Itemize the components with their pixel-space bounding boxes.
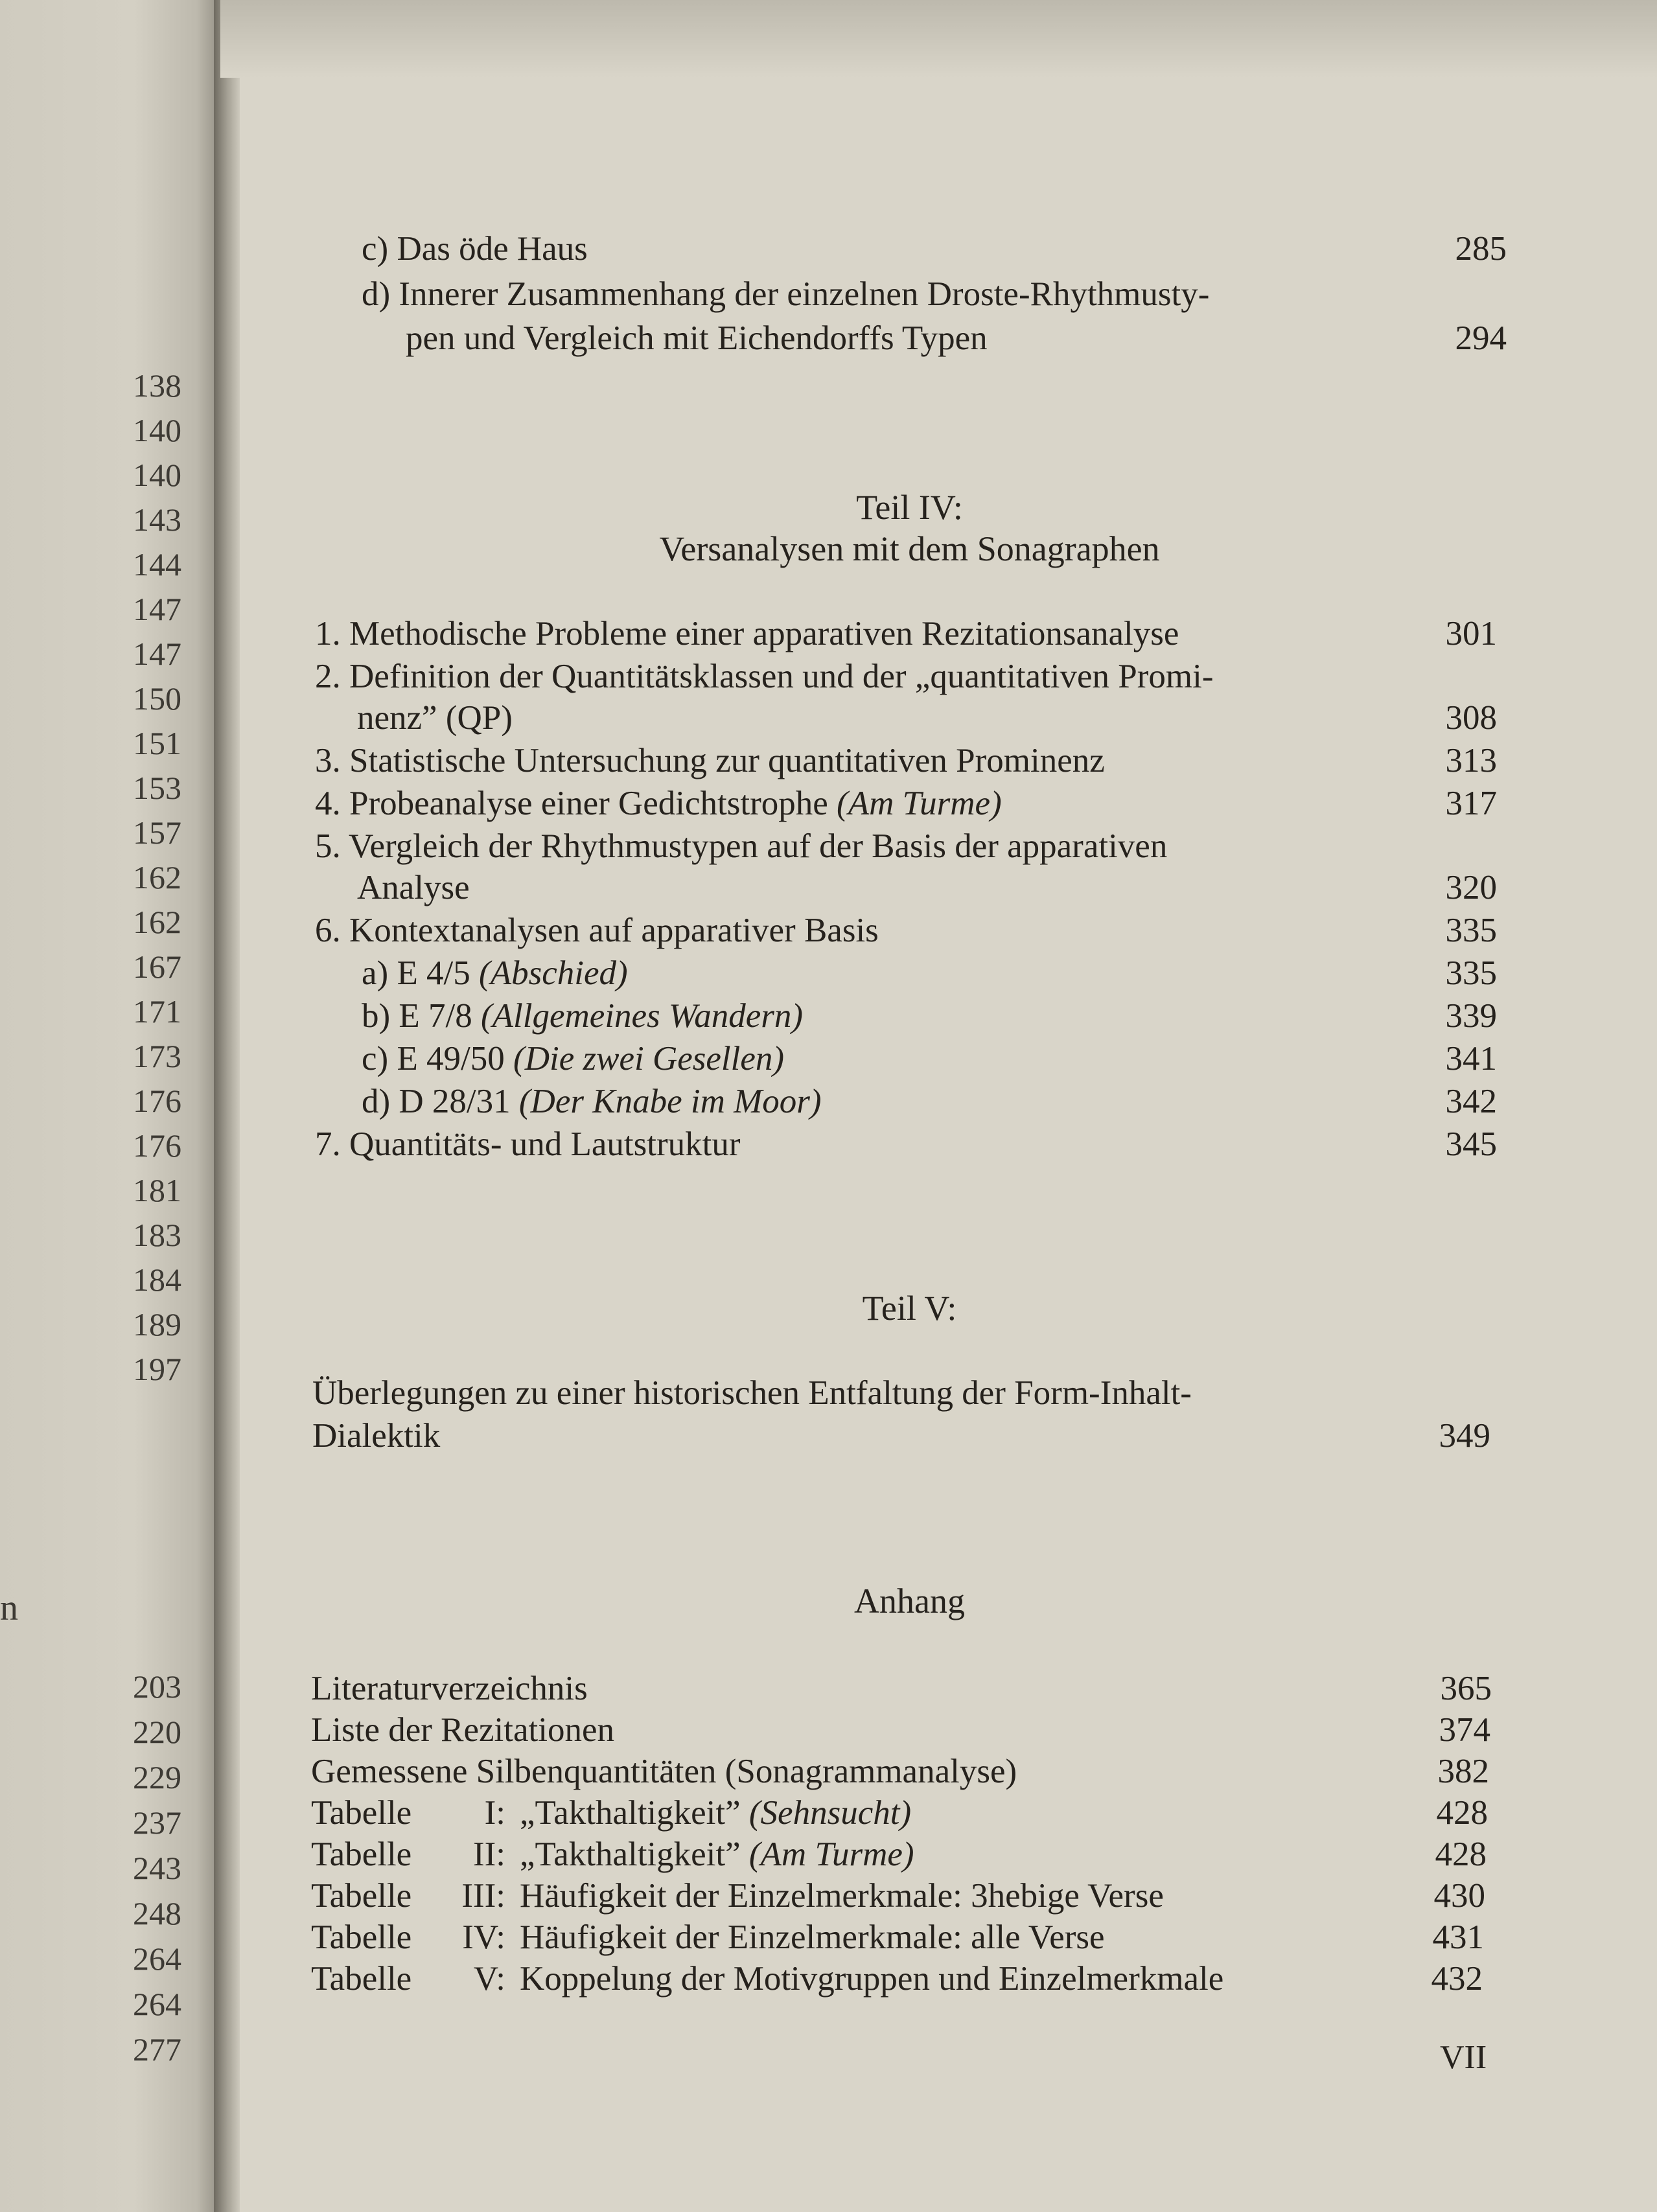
facing-page-number: 151 xyxy=(133,725,181,761)
facing-page-number: 197 xyxy=(133,1351,181,1387)
table-roman-numeral: II: xyxy=(472,1836,505,1873)
facing-page-stray-letter: n xyxy=(0,1588,18,1628)
facing-page-number: 162 xyxy=(133,904,181,940)
entry-italic-title: (Abschied) xyxy=(479,954,628,992)
entry-italic-title: (Allgemeines Wandern) xyxy=(481,997,804,1035)
entry-page: 308 xyxy=(1445,699,1497,737)
entry-label: c) xyxy=(362,230,389,268)
page-folio: VII xyxy=(1440,2039,1487,2076)
entry-italic-title: (Am Turme) xyxy=(837,785,1002,822)
entry-text: Häufigkeit der Einzelmerkmale: alle Verse xyxy=(520,1918,1105,1956)
section-subheading-teil-iv: Versanalysen mit dem Sonagraphen xyxy=(659,529,1160,568)
entry-text: Literaturverzeichnis xyxy=(311,1670,588,1707)
entry-page: 428 xyxy=(1435,1836,1487,1873)
facing-page-number: 248 xyxy=(133,1895,181,1931)
entry-page: 382 xyxy=(1437,1753,1489,1790)
facing-page-number: 176 xyxy=(133,1127,181,1164)
entry-italic-title: (Die zwei Gesellen) xyxy=(513,1040,785,1077)
entry-page: 320 xyxy=(1445,869,1497,906)
entry-text: Das öde Haus xyxy=(397,230,588,268)
entry-italic-title: (Sehnsucht) xyxy=(748,1794,912,1832)
entry-page: 313 xyxy=(1445,742,1497,779)
entry-page: 301 xyxy=(1445,615,1497,652)
entry-text: Überlegungen zu einer historischen Entfaltung der Form-Inhalt- xyxy=(312,1374,1192,1412)
facing-page-number: 181 xyxy=(133,1172,181,1208)
toc-page xyxy=(240,0,1657,2212)
entry-text: Methodische Probleme einer apparativen Rezitationsanalyse xyxy=(349,615,1179,652)
entry-page: 349 xyxy=(1439,1417,1490,1455)
entry-text: Definition der Quantitätsklassen und der „quantitativen Promi- xyxy=(349,658,1214,695)
facing-page-number: 183 xyxy=(133,1217,181,1253)
entry-label: d) xyxy=(362,1083,391,1120)
facing-page-number: 173 xyxy=(133,1038,181,1074)
table-roman-numeral: V: xyxy=(473,1960,505,1998)
entry-label: 5. xyxy=(315,827,341,865)
facing-page-number: 144 xyxy=(133,546,181,582)
entry-text: Häufigkeit der Einzelmerkmale: 3hebige Verse xyxy=(520,1877,1164,1915)
entry-text: Quantitäts- und Lautstruktur xyxy=(349,1125,741,1163)
entry-label: 6. xyxy=(315,912,341,949)
entry-label: c) xyxy=(362,1040,389,1077)
facing-page-number: 147 xyxy=(133,591,181,627)
facing-page-number: 171 xyxy=(133,993,181,1030)
entry-text: Innerer Zusammenhang der einzelnen Droste-Rhythmusty- xyxy=(399,275,1210,313)
entry-text: Kontextanalysen auf apparativer Basis xyxy=(349,912,879,949)
facing-page-number: 264 xyxy=(133,1986,181,2022)
table-word: Tabelle xyxy=(311,1794,412,1832)
entry-text: Dialektik xyxy=(312,1417,441,1455)
facing-page-number: 203 xyxy=(133,1668,181,1705)
table-word: Tabelle xyxy=(311,1918,412,1956)
entry-page: 431 xyxy=(1432,1918,1484,1956)
facing-page-number: 229 xyxy=(133,1759,181,1795)
entry-page: 365 xyxy=(1440,1670,1492,1707)
facing-page-number: 237 xyxy=(133,1804,181,1841)
entry-label: d) xyxy=(362,275,391,313)
entry-page: 430 xyxy=(1433,1877,1485,1915)
facing-page-number: 189 xyxy=(133,1306,181,1342)
entry-label: 4. xyxy=(315,785,341,822)
facing-page-number: 277 xyxy=(133,2031,181,2068)
table-word: Tabelle xyxy=(311,1836,412,1873)
entry-label: 3. xyxy=(315,742,341,779)
facing-page-number: 184 xyxy=(133,1262,181,1298)
facing-page-number: 143 xyxy=(133,501,181,538)
entry-page: 432 xyxy=(1431,1960,1483,1998)
entry-page: 335 xyxy=(1445,912,1497,949)
section-heading-anhang: Anhang xyxy=(854,1582,965,1620)
entry-italic-title: (Am Turme) xyxy=(748,1836,914,1873)
entry-label: 1. xyxy=(315,615,341,652)
entry-text: nenz” (QP) xyxy=(357,699,513,737)
entry-page: 339 xyxy=(1445,997,1497,1035)
entry-label: 2. xyxy=(315,658,341,695)
facing-page-number: 147 xyxy=(133,636,181,672)
entry-text: E 49/50 xyxy=(397,1040,505,1077)
entry-text: Liste der Rezitationen xyxy=(311,1711,614,1749)
entry-text: „Takthaltigkeit” xyxy=(520,1794,741,1832)
entry-text: Probeanalyse einer Gedichtstrophe xyxy=(349,785,828,822)
entry-text: „Takthaltigkeit” xyxy=(520,1836,741,1873)
facing-page-number: 140 xyxy=(133,457,181,493)
facing-page-number: 150 xyxy=(133,680,181,717)
entry-label: b) xyxy=(362,997,391,1035)
entry-page: 335 xyxy=(1445,954,1497,992)
facing-page-number: 176 xyxy=(133,1083,181,1119)
section-heading-teil-iv: Teil IV: xyxy=(856,488,963,527)
facing-page-number: 138 xyxy=(133,367,181,404)
entry-page: 374 xyxy=(1439,1711,1490,1749)
book-gutter xyxy=(214,0,240,2212)
entry-text: D 28/31 xyxy=(399,1083,511,1120)
table-word: Tabelle xyxy=(311,1877,412,1915)
entry-page: 428 xyxy=(1436,1794,1488,1832)
entry-label: a) xyxy=(362,954,389,992)
table-roman-numeral: IV: xyxy=(462,1918,505,1956)
entry-text: Gemessene Silbenquantitäten (Sonagrammanalyse) xyxy=(311,1753,1017,1790)
entry-page: 342 xyxy=(1445,1083,1497,1120)
entry-page: 345 xyxy=(1445,1125,1497,1163)
entry-italic-title: (Der Knabe im Moor) xyxy=(518,1083,822,1120)
facing-page-number: 157 xyxy=(133,814,181,851)
entry-page: 341 xyxy=(1445,1040,1497,1077)
facing-page-number: 140 xyxy=(133,412,181,448)
entry-page: 317 xyxy=(1445,785,1497,822)
section-heading-teil-v: Teil V: xyxy=(862,1289,957,1328)
facing-page-number: 243 xyxy=(133,1850,181,1886)
entry-text: E 4/5 xyxy=(397,954,470,992)
table-word: Tabelle xyxy=(311,1960,412,1998)
entry-page: 294 xyxy=(1455,319,1507,357)
facing-page-number: 220 xyxy=(133,1714,181,1750)
entry-text: Vergleich der Rhythmustypen auf der Basis der apparativen xyxy=(349,827,1168,865)
table-roman-numeral: III: xyxy=(461,1877,505,1915)
table-roman-numeral: I: xyxy=(484,1794,505,1832)
entry-label: 7. xyxy=(315,1125,341,1163)
facing-page-number: 162 xyxy=(133,859,181,895)
facing-page-number: 167 xyxy=(133,949,181,985)
entry-text: E 7/8 xyxy=(399,997,472,1035)
entry-text: Statistische Untersuchung zur quantitativen Prominenz xyxy=(349,742,1105,779)
facing-page-number: 264 xyxy=(133,1941,181,1977)
entry-text: pen und Vergleich mit Eichendorffs Typen xyxy=(406,319,988,357)
entry-page: 285 xyxy=(1455,230,1507,268)
entry-text: Koppelung der Motivgruppen und Einzelmerkmale xyxy=(520,1960,1224,1998)
entry-text: Analyse xyxy=(357,869,470,906)
facing-page-number: 153 xyxy=(133,770,181,806)
